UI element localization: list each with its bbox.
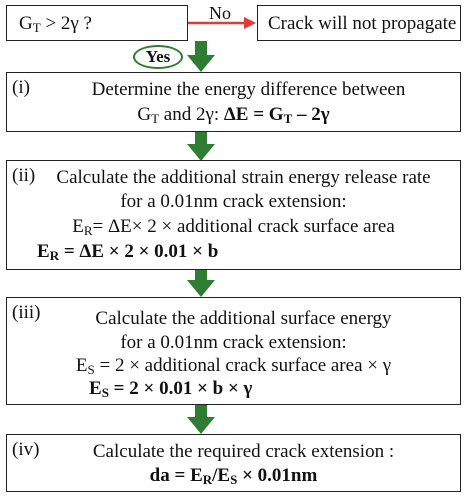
step-iv-tag: (iv) — [12, 439, 40, 460]
flow-arrow-3 — [186, 270, 216, 298]
step-ii-line-4: $E_R = \Delta E \times 2 \times 0.01 \times b$ — [37, 241, 219, 263]
no-result-box — [257, 5, 461, 41]
step-iii-line-1: Calculate the additional surface energy — [95, 308, 392, 329]
flow-arrow-4 — [186, 405, 216, 435]
no-label: No — [209, 3, 231, 23]
flow-arrow-2 — [186, 132, 216, 162]
step-ii-line-2: for a 0.01nm crack extension: — [120, 191, 347, 212]
step-ii-line-1: Calculate the additional strain energy release rate — [56, 167, 431, 188]
step-i-line-1: Determine the energy difference between — [91, 79, 406, 100]
step-ii-tag: (ii) — [12, 165, 36, 186]
step-iv-line-2: da = $E_R/E_S \times 0.01nm$ — [149, 465, 318, 487]
yes-oval — [133, 45, 183, 69]
flow-arrow-1 — [186, 41, 216, 73]
yes-label: Yes — [145, 47, 171, 66]
step-iii-line-4: $E_S = 2 \times 0.01 \times b \times \gamma$ — [89, 378, 253, 400]
step-i-box — [6, 72, 461, 132]
step-ii-line-3: $E_R= \Delta E\times 2$ × additional crack surface area — [72, 216, 395, 238]
decision-question: $G_T > 2\gamma$ ? — [19, 13, 92, 35]
step-iii-line-2: for a 0.01nm crack extension: — [120, 332, 347, 353]
step-iii-box — [6, 297, 461, 405]
step-iii-line-3: $E_S = 2$ × additional crack surface area × γ — [75, 355, 392, 377]
no-result-text: Crack will not propagate — [268, 13, 457, 34]
step-ii-box — [6, 160, 461, 270]
no-arrow — [188, 14, 258, 32]
step-i-tag: (i) — [12, 77, 30, 98]
step-iii-tag: (iii) — [12, 302, 41, 323]
step-iv-line-1: Calculate the required crack extension : — [92, 441, 395, 462]
step-i-line-2: $G_T$ and 2γ: $\Delta E = G_T - 2\gamma$ — [137, 104, 330, 126]
decision-box — [6, 5, 188, 41]
step-iv-box — [6, 434, 461, 492]
